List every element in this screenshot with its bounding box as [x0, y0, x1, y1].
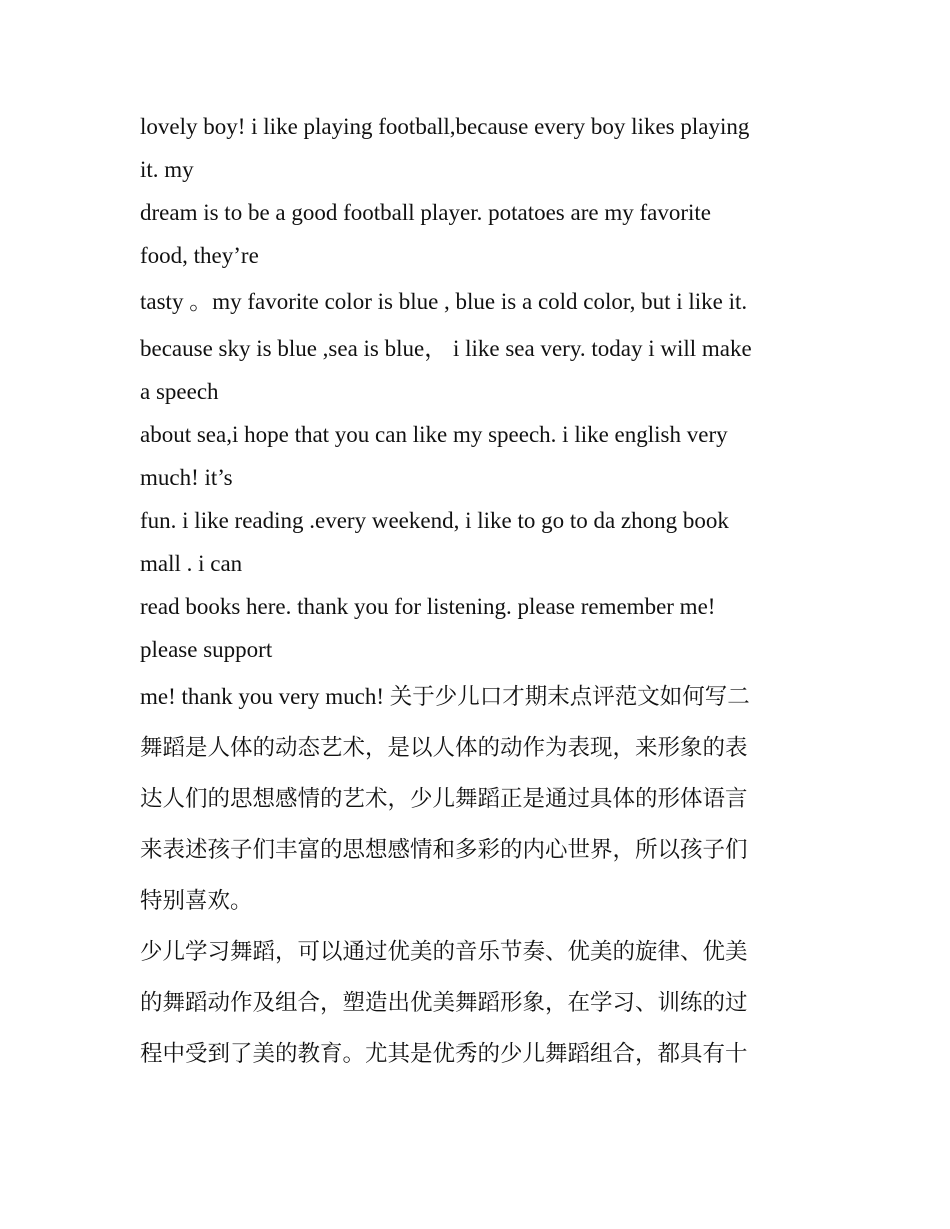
text-line: much! it’s: [140, 465, 233, 490]
chinese-title-segment: 关于少儿口才期末点评范文如何写二: [389, 684, 750, 710]
text-line: because sky is blue ,sea is blue， i like sea very. today i will make: [140, 336, 752, 361]
text-line: 来表述孩子们丰富的思想感情和多彩的内心世界，所以孩子们: [140, 837, 748, 863]
text-line: 达人们的思想感情的艺术，少儿舞蹈正是通过具体的形体语言: [140, 786, 748, 812]
text-line: 程中受到了美的教育。尤其是优秀的少儿舞蹈组合，都具有十: [140, 1041, 748, 1067]
text-line: 舞蹈是人体的动态艺术，是以人体的动作为表现，来形象的表: [140, 735, 748, 761]
text-line: please support: [140, 637, 273, 662]
text-line: tasty 。my favorite color is blue , blue is a cold color, but i like it.: [140, 289, 748, 314]
text-line: read books here. thank you for listening. please remember me!: [140, 594, 716, 619]
text-line: about sea,i hope that you can like my speech. i like english very: [140, 422, 728, 447]
text-line: dream is to be a good football player. potatoes are my favorite: [140, 200, 711, 225]
document-body: [140, 105, 812, 1080]
text-line: it. my: [140, 157, 194, 182]
text-line: 特别喜欢。: [140, 888, 253, 914]
text-line: 少儿学习舞蹈，可以通过优美的音乐节奏、优美的旋律、优美: [140, 939, 748, 965]
english-segment: me! thank you very much!: [140, 684, 390, 709]
mixed-text-line: [140, 671, 812, 723]
text-line: fun. i like reading .every weekend, i like to go to da zhong book: [140, 508, 729, 533]
text-line: 的舞蹈动作及组合，塑造出优美舞蹈形象，在学习、训练的过: [140, 990, 748, 1016]
text-line: food, they’re: [140, 243, 259, 268]
text-line: a speech: [140, 379, 219, 404]
text-line: lovely boy! i like playing football,because every boy likes playing: [140, 114, 750, 139]
text-line: mall . i can: [140, 551, 243, 576]
